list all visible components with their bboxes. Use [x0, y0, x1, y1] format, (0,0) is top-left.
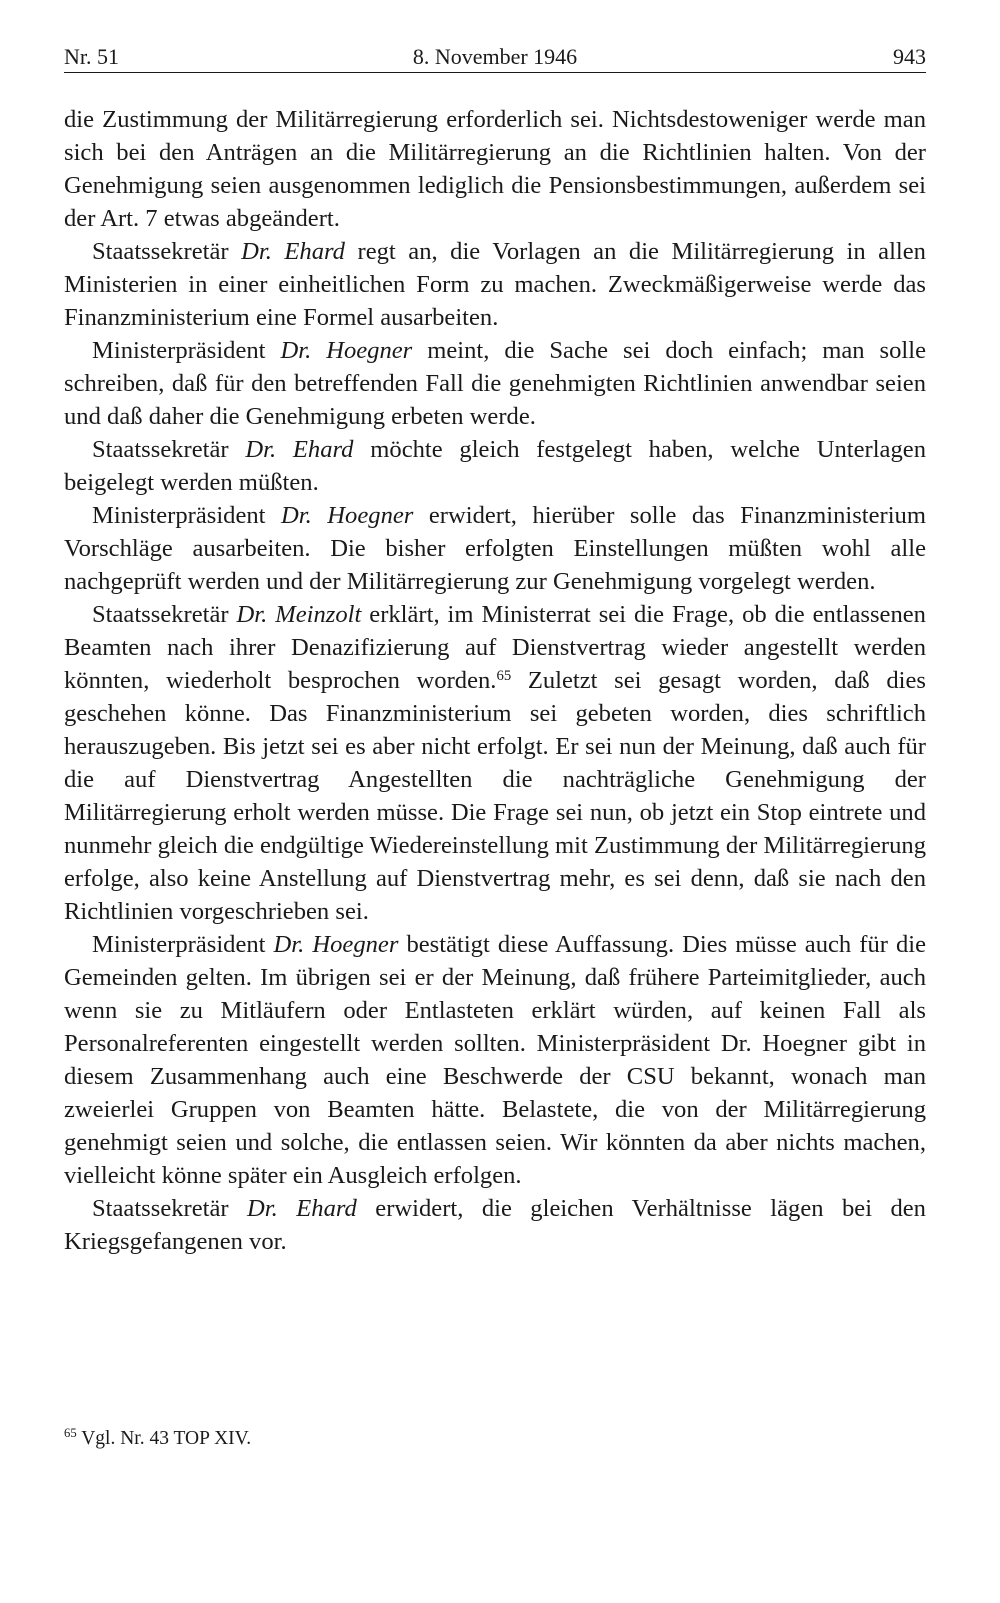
speaker-role: Staatssekretär — [92, 1195, 229, 1222]
speaker-name: Dr. Hoegner — [273, 931, 399, 958]
speaker-role: Ministerpräsident — [92, 337, 266, 364]
paragraph-6: Staatssekretär Dr. Meinzolt erklärt, im Ministerrat sei die Frage, ob die entlassenen Beamten nach ihrer Denazifizierung auf Dienstvertrag wieder angestellt werden könnten, wiederholt besprochen worden.$^{65}$ Zuletzt sei gesagt worden, daß dies geschehen könne. Das Finanzministerium sei gebeten worden, dies schriftlich herauszugeben. Bis jetzt sei es aber nicht erfolgt. Er sei nun der Meinung, daß auch für die auf Dienstvertrag Angestellten die nachträgliche Genehmigung der Militärregierung erholt werden müsse. Die Frage sei nun, ob jetzt ein Stop eintrete und nunmehr gleich die endgültige Wiedereinstellung mit Zustimmung der Militärregierung erfolge, also keine Anstellung auf Dienstvertrag mehr, es sei denn, daß sie nach den Richtlinien vorgeschrieben sei. — [64, 601, 926, 925]
speaker-role: Ministerpräsident — [92, 502, 266, 529]
speaker-role: Staatssekretär — [92, 238, 229, 265]
running-header — [64, 42, 926, 73]
paragraph-2: Staatssekretär Dr. Ehard regt an, die Vorlagen an die Militärregierung in allen Ministerien in einer einheitlichen Form zu machen. Zweckmäßigerweise werde das Finanzministerium eine Formel ausarbeiten. — [64, 238, 926, 331]
speaker-name: Dr. Ehard — [245, 436, 354, 463]
footnote-text: Vgl. Nr. 43 TOP XIV. — [81, 1428, 252, 1449]
paragraph-8: Staatssekretär Dr. Ehard erwidert, die gleichen Verhältnisse lägen bei den Kriegsgefangenen vor. — [64, 1195, 926, 1255]
paragraph-5: Ministerpräsident Dr. Hoegner erwidert, hierüber solle das Finanzministerium Vorschläge ausarbeiten. Die bisher erfolgten Einstellungen müßten wohl alle nachgeprüft werden und der Militärregierung zur Genehmigung vorgelegt werden. — [64, 502, 926, 595]
issue-number: Nr. 51 — [64, 44, 119, 69]
paragraph-1: die Zustimmung der Militärregierung erforderlich sei. Nichtsdestoweniger werde man sich bei den Anträgen an die Militärregierung an die Richtlinien halten. Von der Genehmigung seien ausgenommen lediglich die Pensionsbestimmungen, außerdem sei der Art. 7 etwas abgeändert. — [64, 106, 926, 232]
page-number: 943 — [893, 44, 926, 69]
speaker-role: Staatssekretär — [92, 436, 229, 463]
speaker-role: Staatssekretär — [92, 601, 229, 628]
paragraph-3: Ministerpräsident Dr. Hoegner meint, die Sache sei doch einfach; man solle schreiben, daß für den betreffenden Fall die genehmigten Richtlinien anwendbar seien und daß daher die Genehmigung erbeten werde. — [64, 337, 926, 430]
speaker-name: Dr. Ehard — [247, 1195, 357, 1222]
footnote — [64, 1426, 926, 1452]
header-date: 8. November 1946 — [412, 44, 578, 69]
speaker-role: Ministerpräsident — [92, 931, 266, 958]
speaker-name: Dr. Meinzolt — [236, 601, 362, 628]
speaker-name: Dr. Hoegner — [280, 337, 413, 364]
speaker-name: Dr. Hoegner — [281, 502, 414, 529]
footnote-number: 65 — [64, 1426, 77, 1441]
paragraph-7: Ministerpräsident Dr. Hoegner bestätigt diese Auffassung. Dies müsse auch für die Gemeinden gelten. Im übrigen sei er der Meinung, daß frühere Parteimitglieder, auch wenn sie zu Mitläufern oder Entlasteten erklärt würden, auf keinen Fall als Personalreferenten eingestellt werden sollten. Ministerpräsident Dr. Hoegner gibt in diesem Zusammenhang auch eine Beschwerde der CSU bekannt, wonach man zweierlei Gruppen von Beamten hätte. Belastete, die von der Militärregierung genehmigt seien und solche, die entlassen seien. Wir könnten da aber nichts machen, vielleicht könne später ein Ausgleich erfolgen. — [64, 931, 927, 1189]
footnote-reference[interactable]: 65 — [496, 667, 512, 684]
paragraph-4: Staatssekretär Dr. Ehard möchte gleich festgelegt haben, welche Unterlagen beigelegt werden müßten. — [64, 436, 926, 496]
speaker-name: Dr. Ehard — [241, 238, 345, 265]
body-text — [64, 103, 926, 1258]
